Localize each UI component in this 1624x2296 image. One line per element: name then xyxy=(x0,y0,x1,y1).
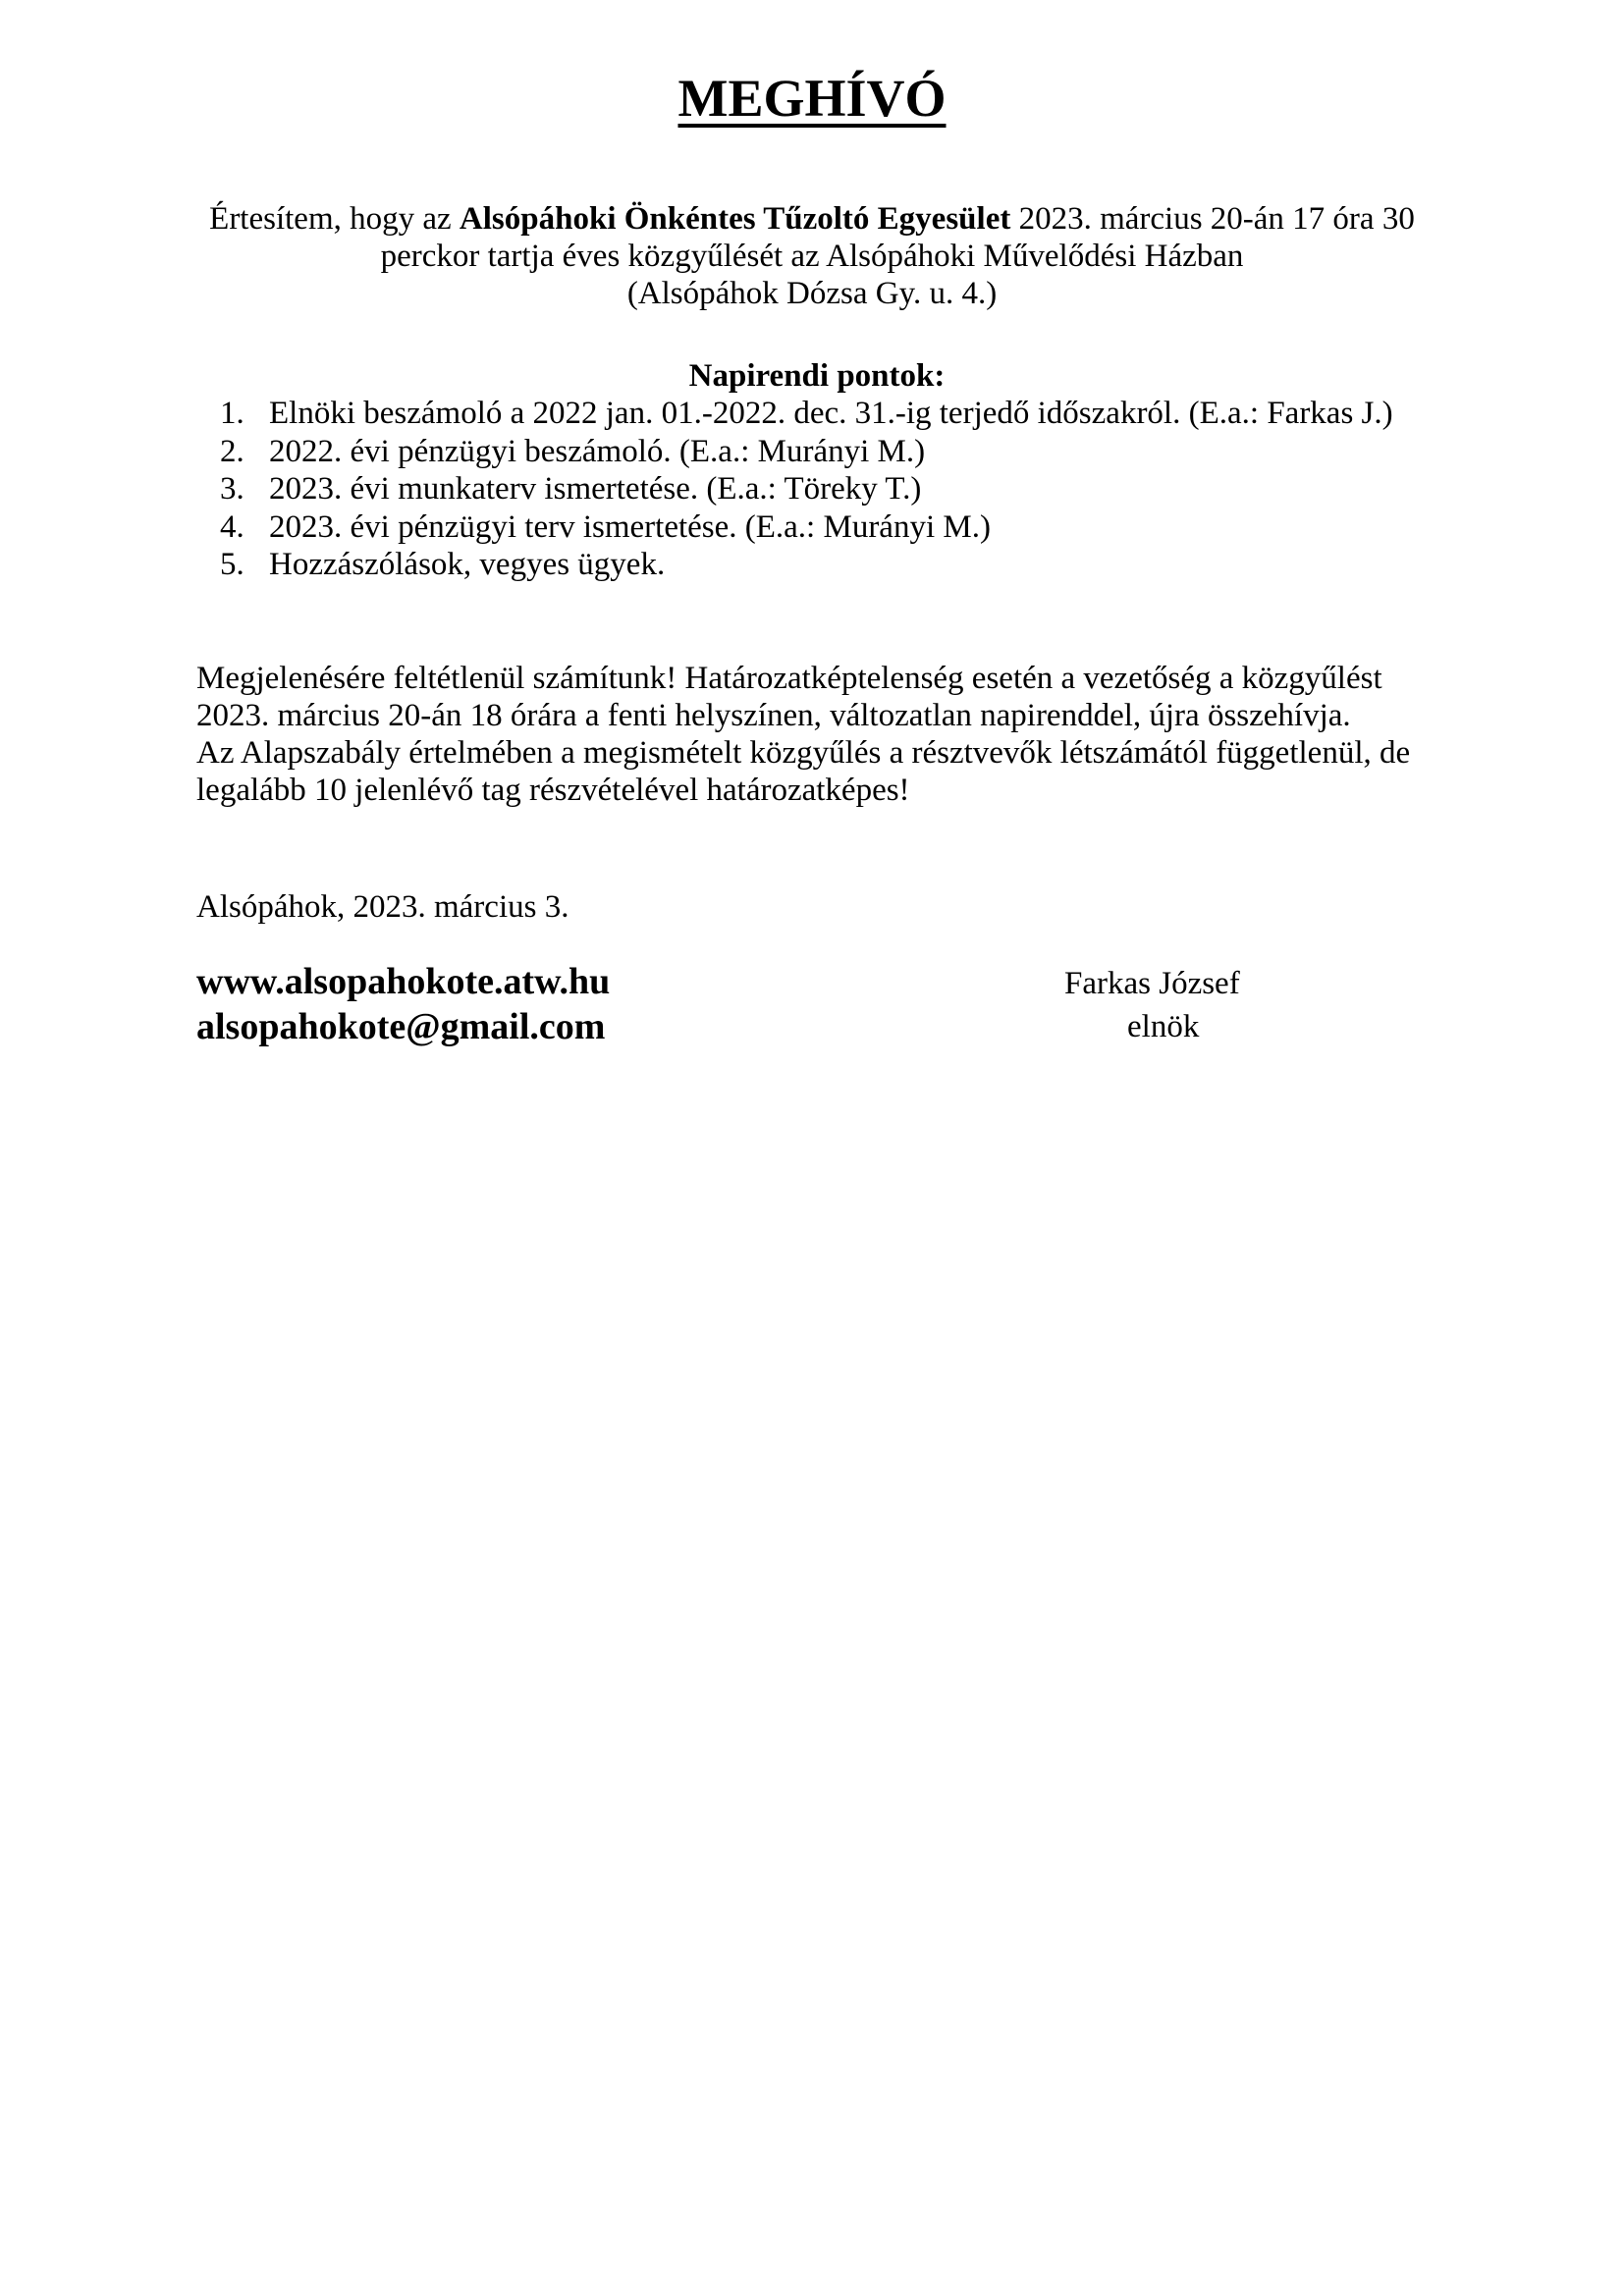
signer-role: elnök xyxy=(1127,1009,1200,1044)
agenda-item-text: 2022. évi pénzügyi beszámoló. (E.a.: Murányi M.) xyxy=(269,433,926,469)
website-link[interactable]: www.alsopahokote.atw.hu xyxy=(196,961,611,1002)
intro-paragraph xyxy=(147,200,1477,312)
agenda-item-text: 2023. évi munkaterv ismertetése. (E.a.: Töreky T.) xyxy=(269,471,922,507)
agenda-item-number: 2. xyxy=(220,433,244,469)
agenda-item xyxy=(196,433,1393,471)
place-and-date: Alsópáhok, 2023. március 3. xyxy=(196,889,569,925)
agenda-list xyxy=(196,395,1393,584)
document-title: MEGHÍVÓ xyxy=(677,69,947,128)
notice-line: Megjelenésére feltétlenül számítunk! Határozatképtelenség esetén a vezetőség a közgyűlést xyxy=(196,661,1382,696)
signer-name: Farkas József xyxy=(1064,966,1240,1001)
contact-block xyxy=(196,959,610,1049)
email-link[interactable]: alsopahokote@gmail.com xyxy=(196,1006,606,1047)
agenda-item-number: 5. xyxy=(220,547,244,582)
agenda-item xyxy=(196,546,1393,584)
notice-line: Az Alapszabály értelmében a megismételt közgyűlés a résztvevők létszámától függetlenül, de xyxy=(196,735,1411,771)
agenda-item xyxy=(196,508,1393,547)
intro-pre: Értesítem, hogy az xyxy=(209,201,460,237)
agenda-item-text: Hozzászólások, vegyes ügyek. xyxy=(269,547,666,582)
agenda-item-number: 3. xyxy=(220,471,244,507)
agenda-item-text: 2023. évi pénzügyi terv ismertetése. (E.a.: Murányi M.) xyxy=(269,508,991,545)
agenda-item-number: 1. xyxy=(220,396,244,431)
agenda-item-number: 4. xyxy=(220,508,244,545)
intro-line-1 xyxy=(147,200,1477,238)
agenda-item xyxy=(196,470,1393,508)
agenda-heading: Napirendi pontok: xyxy=(688,358,946,394)
notice-line: legalább 10 jelenlévő tag részvételével határozatképes! xyxy=(196,773,910,808)
notice-line: 2023. március 20-án 18 órára a fenti helyszínen, változatlan napirenddel, újra összehívja. xyxy=(196,698,1351,733)
intro-line-3: (Alsópáhok Dózsa Gy. u. 4.) xyxy=(626,276,998,311)
notice-paragraph xyxy=(196,660,1473,809)
agenda-item xyxy=(196,395,1393,433)
intro-line-2: perckor tartja éves közgyűlését az Alsópáhoki Művelődési Házban xyxy=(380,239,1244,274)
intro-post: 2023. március 20-án 17 óra 30 xyxy=(1010,201,1415,237)
organization-name: Alsópáhoki Önkéntes Tűzoltó Egyesület xyxy=(459,201,1011,237)
agenda-item-text: Elnöki beszámoló a 2022 jan. 01.-2022. dec. 31.-ig terjedő időszakról. (E.a.: Farkas J.) xyxy=(269,396,1393,431)
